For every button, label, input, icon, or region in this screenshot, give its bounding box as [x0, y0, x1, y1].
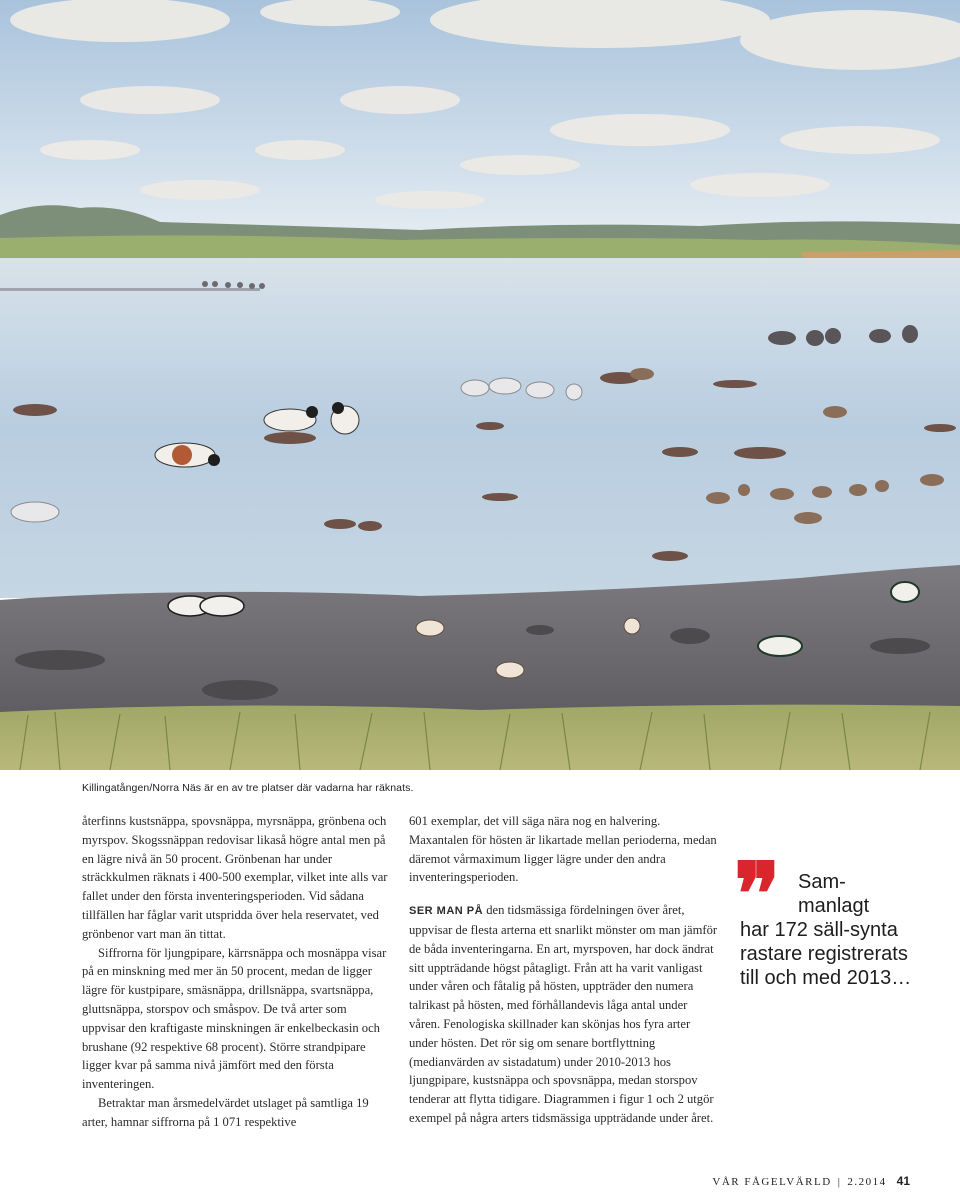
magazine-name: VÅR FÅGELVÄRLD — [712, 1176, 832, 1188]
quote-mark-icon: ❞ — [734, 844, 781, 945]
page-number: 41 — [896, 1174, 910, 1188]
text-column-2 — [409, 812, 719, 1128]
pull-quote-line: Sam- — [798, 871, 846, 893]
page-footer — [712, 1174, 910, 1188]
paragraph-text: den tidsmässiga fördelningen över året, uppvisar de flesta arterna ett snarlikt mönster om man jämför de båda inventeringarna. En art, myrspoven, har dock ändrat sitt uppträdande högst påtagligt. Från att ha varit vanligast under våren och fåtalig på hösten, uppträder den numera talrikast på hösten, med förhållandevis låga antal under våren. Fenologiska skillnader kan skönjas hos fyra arter under hösten. Det rör sig om senare bortflyttning (medianvärden av sistadatum) under 2010-2013 hos ljungpipare, kustsnäppa och spovsnäppa, medan storspov tenderar att flytta tidigare. Diagrammen i figur 1 och 2 utgör exempel på några arters tidsmässiga uppträdande under året. — [409, 903, 718, 1125]
paragraph: 601 exemplar, det vill säga nära nog en halvering. Maxantalen för hösten är likartade mellan perioderna, medan däremot vårmaximum ligger lägre under den andra inventeringsperioden. — [409, 814, 717, 885]
paragraph: Siffrorna för ljungpipare, kärrsnäppa och mosnäppa visar på en minskning med mer än 50 procent, medan de ligger lägre för kustpipare, smäsnäppa, drillsnäppa, svartsnäppa, gluttsnäppa, storspov och småspov. De två arter som uppvisar den kraftigaste minskningen är enkelbeckasin och brushane (92 respektive 68 procent). Större strandpipare ligger kvar på samma nivå jämfört med den första inventeringen. — [82, 945, 387, 1092]
text-column-1 — [82, 812, 392, 1132]
issue-number: 2.2014 — [847, 1176, 887, 1188]
paragraph — [409, 901, 719, 1128]
image-caption: Killingatången/Norra Näs är en av tre platser där vadarna har räknats. — [82, 782, 414, 794]
lead-in: SER MAN PÅ — [409, 905, 484, 918]
paragraph: Betraktar man årsmedelvärdet utslaget på samtliga 19 arter, hamnar siffrorna på 1 071 respektive — [82, 1095, 369, 1129]
grass — [0, 705, 960, 770]
footer-divider: | — [837, 1176, 842, 1188]
pull-quote — [740, 870, 930, 990]
pull-quote-text: har 172 säll-synta rastare registrerats till och med 2013… — [740, 919, 912, 989]
paragraph: återfinns kustsnäppa, spovsnäppa, myrsnäppa, grönbena och myrspov. Skogssnäppan redovisar likaså högre antal men på en lägre nivå än 50 procent. Grönbenan har under sträckkulmen räknats i 400-500 exemplar, vilket inte alls var fallet under den första inventeringsperioden. Vid sådana tillfällen har fåglar varit utspridda över hela reservatet, ved grönbenor vart man än tittat. — [82, 814, 388, 941]
pull-quote-line: manlagt — [798, 895, 870, 917]
